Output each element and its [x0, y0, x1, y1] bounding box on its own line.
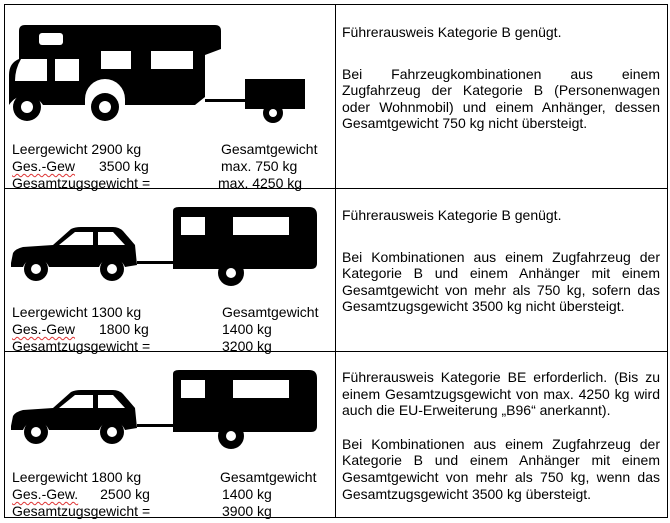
- gross-weight-label: Ges.-Gew: [12, 158, 76, 174]
- trailer-weight-value: max. 750 kg: [221, 158, 298, 174]
- license-requirement: Führerausweis Kategorie BE erforderlich. (Bis zu einem Gesamtzugsgewicht von max. 4250 kg wird auch die EU-Erweiterung „B96“ anerkannt).: [342, 369, 660, 419]
- row-1-description: [342, 24, 660, 132]
- row-3-description: [342, 369, 660, 502]
- row-2-description: [342, 207, 660, 315]
- gross-weight: [12, 321, 149, 338]
- license-category-table: [4, 4, 668, 518]
- car-with-caravan-icon: [9, 370, 321, 452]
- trailer-weight-label: Gesamtgewicht: [221, 141, 318, 157]
- combination-weight: Gesamtzugsgewicht =: [12, 503, 151, 519]
- gross-weight-label: Ges.-Gew: [12, 321, 76, 337]
- empty-weight: Leergewicht 1300 kg: [12, 304, 142, 320]
- gross-weight-label: Ges.-Gew.: [12, 486, 79, 502]
- combination-weight: Gesamtzugsgewicht =: [12, 338, 151, 354]
- trailer-weight-value: 1400 kg: [222, 486, 272, 502]
- trailer-weight-label: Gesamtgewicht: [220, 469, 317, 485]
- row-1-text-cell: [336, 5, 668, 188]
- row-2-text-cell: [336, 189, 668, 351]
- gross-weight: [12, 486, 150, 503]
- gross-weight-value: 2500 kg: [100, 486, 150, 502]
- empty-weight: Leergewicht 2900 kg: [12, 141, 142, 157]
- trailer-weight-label: Gesamtgewicht: [222, 304, 319, 320]
- row-3-text-cell: [336, 352, 668, 518]
- trailer-weight-value: 1400 kg: [222, 321, 272, 337]
- gross-weight-value: 3500 kg: [99, 158, 149, 174]
- condition-text: Bei Kombinationen aus einem Zugfahrzeug der Kategorie B und einem Anhänger mit einem Gesamtgewicht von mehr als 750 kg, wenn das Gesamtzugsgewicht 3500 kg übersteigt.: [342, 435, 660, 502]
- row-3-illustration-cell: [5, 352, 335, 518]
- combination-weight-value: 3200 kg: [222, 338, 272, 354]
- combination-weight-value: max. 4250 kg: [218, 175, 303, 191]
- row-2-illustration-cell: [5, 189, 335, 354]
- car-with-caravan-icon: [9, 207, 321, 289]
- camper-with-trailer-icon: [9, 19, 325, 131]
- license-requirement: Führerausweis Kategorie B genügt.: [342, 24, 562, 40]
- combination-weight: Gesamtzugsgewicht =: [12, 175, 151, 191]
- condition-text: Bei Fahrzeugkombinationen aus einem Zugfahrzeug der Kategorie B (Personenwagen oder Wohnmobil) und einem Anhänger, dessen Gesamtgewicht 750 kg nicht übersteigt.: [342, 65, 660, 132]
- row-1-illustration-cell: [5, 5, 335, 191]
- gross-weight: [12, 158, 149, 175]
- condition-text: Bei Kombinationen aus einem Zugfahrzeug der Kategorie B und einem Anhänger mit einem Gesamtgewicht von mehr als 750 kg, sofern das Gesamtzugsgewicht 3500 kg nicht übersteigt.: [342, 248, 660, 315]
- combination-weight-value: 3900 kg: [222, 503, 272, 519]
- empty-weight: Leergewicht 1800 kg: [12, 469, 142, 485]
- license-requirement: Führerausweis Kategorie B genügt.: [342, 207, 562, 223]
- gross-weight-value: 1800 kg: [99, 321, 149, 337]
